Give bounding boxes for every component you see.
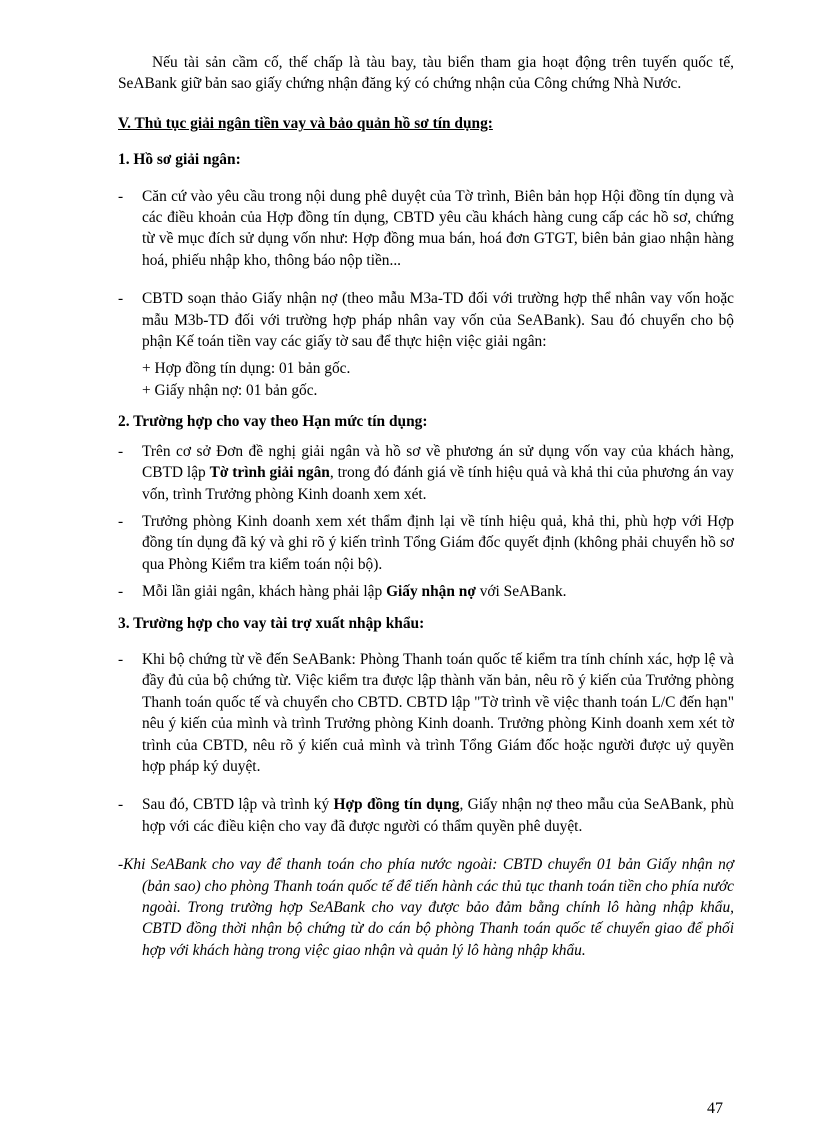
list-item	[118, 186, 734, 272]
dash-bullet: -	[118, 650, 124, 668]
page-number: 47	[707, 1100, 723, 1117]
item-text-bold: Giấy nhận nợ	[386, 583, 476, 601]
dash-bullet: -	[118, 442, 124, 460]
subsection-2-heading: 2. Trường hợp cho vay theo Hạn mức tín dụng:	[118, 413, 428, 431]
page-content	[118, 52, 734, 961]
item-text-b: , trong đó đánh giá về tính hiệu quả và khả thi của phương án vay vốn, trình Trưởng phòng Kinh doanh xem xét.	[142, 464, 735, 503]
intro-paragraph: Nếu tài sản cầm cố, thế chấp là tàu bay, tàu biển tham gia hoạt động trên tuyến quốc tế, SeABank giữ bản sao giấy chứng nhận đăng ký có chứng nhận của Công chứng Nhà Nước.	[118, 54, 734, 93]
italic-note-paragraph: -Khi SeABank cho vay để thanh toán cho phía nước ngoài: CBTD chuyển 01 bản Giấy nhận nợ (bản sao) cho phòng Thanh toán quốc tế để tiến hành các thủ tục thanh toán tiền cho phía nước ngoài. Trong trường hợp SeABank cho vay được bảo đảm bằng chính lô hàng nhập khẩu, CBTD đồng thời nhận bộ chứng từ do cán bộ phòng Thanh toán quốc tế chuyển giao để phối hợp với khách hàng trong việc giao nhận và quản lý lô hàng nhập khẩu.	[118, 856, 734, 959]
item-text-a: Mỗi lần giải ngân, khách hàng phải lập	[142, 583, 387, 601]
subsection-1-heading: 1. Hồ sơ giải ngân:	[118, 151, 241, 169]
list-item	[118, 581, 734, 602]
item-text-b: , Giấy nhận nợ theo mẫu của SeABank, phù hợp với các điều kiện cho vay đã được người có thẩm quyền phê duyệt.	[142, 796, 734, 835]
item-text-bold: Hợp đồng tín dụng	[333, 796, 460, 814]
section-v-title: V. Thủ tục giải ngân tiền vay và bảo quản hồ sơ tín dụng:	[118, 114, 493, 132]
item-text: CBTD soạn thảo Giấy nhận nợ (theo mẫu M3a-TD đối với trường hợp thể nhân vay vốn hoặc mẫu M3b-TD đối với trường hợp pháp nhân vay vốn của SeABank). Sau đó chuyển cho bộ phận Kế toán tiền vay các giấy tờ sau để thực hiện việc giải ngân:	[142, 290, 734, 351]
item-text-a: Sau đó, CBTD lập và trình ký	[142, 796, 334, 814]
list-item	[118, 288, 734, 352]
item-text-bold: Tờ trình giải ngân	[209, 464, 330, 482]
item-text: Khi bộ chứng từ về đến SeABank: Phòng Thanh toán quốc tế kiểm tra tính chính xác, hợp lệ và đầy đủ của bộ chứng từ. Việc kiểm tra được lập thành văn bản, nêu rõ ý kiến của Trưởng phòng Thanh toán quốc tế và chuyển cho CBTD. CBTD lập "Tờ trình về việc thanh toán L/C đến hạn" nêu ý kiến của mình và trình Trưởng phòng Kinh doanh. Trưởng phòng Kinh doanh xem xét tờ trình của CBTD, nêu rõ ý kiến cuả mình và trình Tổng Giám đốc hoặc người được uỷ quyền hợp pháp ký duyệt.	[142, 650, 734, 775]
item-text: Căn cứ vào yêu cầu trong nội dung phê duyệt của Tờ trình, Biên bản họp Hội đồng tín dụng và các điều khoản của Hợp đồng tín dụng, CBTD yêu cầu khách hàng cung cấp các hồ sơ, chứng từ về mục đích sử dụng vốn như: Hợp đồng mua bán, hoá đơn GTGT, biên bản giao nhận hàng hoá, phiếu nhập kho, thông báo nộp tiền...	[142, 187, 734, 269]
list-item	[118, 441, 734, 505]
item-text-b: với SeABank.	[475, 583, 567, 601]
dash-bullet: -	[118, 290, 124, 308]
list-item	[118, 649, 734, 777]
list-item	[118, 794, 734, 837]
sub-item-debt-note: + Giấy nhận nợ: 01 bản gốc.	[142, 381, 318, 399]
dash-bullet: -	[118, 583, 124, 601]
item-text: Trưởng phòng Kinh doanh xem xét thẩm định lại về tính hiệu quả, khả thi, phù hợp với Hợp đồng tín dụng đã ký và ghi rõ ý kiến trình Tổng Giám đốc quyết định (không phải chuyển hồ sơ qua Phòng Kiểm tra kiểm toán nội bộ).	[142, 512, 734, 573]
item-text-a: Trên cơ sở Đơn đề nghị giải ngân và hồ sơ về phương án sử dụng vốn vay của khách hàng, CBTD lập	[142, 442, 734, 482]
subsection-3-heading: 3. Trường hợp cho vay tài trợ xuất nhập khẩu:	[118, 614, 425, 632]
list-item	[118, 511, 734, 575]
dash-bullet: -	[118, 796, 124, 814]
sub-item-credit-contract: + Hợp đồng tín dụng: 01 bản gốc.	[142, 360, 351, 378]
dash-bullet: -	[118, 187, 124, 205]
dash-bullet: -	[118, 512, 124, 530]
